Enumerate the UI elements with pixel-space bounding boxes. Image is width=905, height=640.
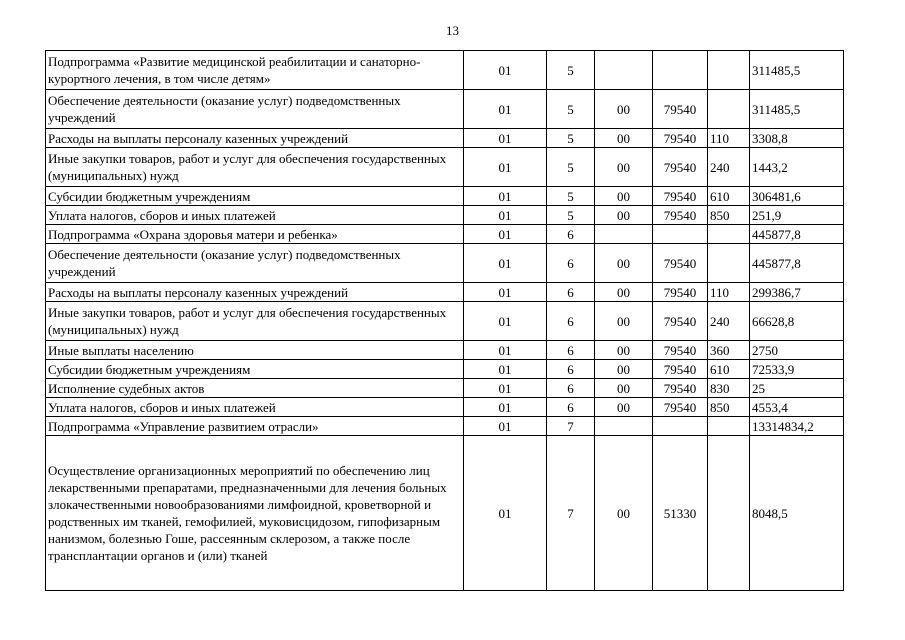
- row-code-2: 6: [547, 283, 595, 302]
- row-code-3: [595, 225, 653, 244]
- row-code-4: 79540: [653, 360, 708, 379]
- row-code-4: [653, 51, 708, 90]
- row-code-3: 00: [595, 283, 653, 302]
- row-code-4: 79540: [653, 148, 708, 187]
- row-code-5: 110: [708, 129, 750, 148]
- row-code-4: 79540: [653, 206, 708, 225]
- row-code-3: 00: [595, 244, 653, 283]
- table-row: [46, 206, 844, 225]
- row-code-3: 00: [595, 206, 653, 225]
- row-amount: 299386,7: [750, 283, 844, 302]
- row-description: Уплата налогов, сборов и иных платежей: [46, 398, 464, 417]
- row-amount: 3308,8: [750, 129, 844, 148]
- row-amount: 1443,2: [750, 148, 844, 187]
- row-code-5: [708, 51, 750, 90]
- row-code-2: 5: [547, 206, 595, 225]
- row-code-4: 79540: [653, 341, 708, 360]
- row-code-3: 00: [595, 148, 653, 187]
- row-code-1: 01: [464, 244, 547, 283]
- row-code-1: 01: [464, 379, 547, 398]
- row-code-1: 01: [464, 360, 547, 379]
- row-code-5: 110: [708, 283, 750, 302]
- row-amount: 4553,4: [750, 398, 844, 417]
- row-amount: 445877,8: [750, 225, 844, 244]
- row-code-4: 79540: [653, 129, 708, 148]
- row-description: Обеспечение деятельности (оказание услуг) подведомственных учреждений: [46, 244, 464, 283]
- row-code-5: 610: [708, 360, 750, 379]
- row-code-5: [708, 244, 750, 283]
- row-amount: 66628,8: [750, 302, 844, 341]
- row-code-1: 01: [464, 398, 547, 417]
- row-amount: 311485,5: [750, 90, 844, 129]
- row-code-4: 51330: [653, 436, 708, 591]
- row-amount: 311485,5: [750, 51, 844, 90]
- row-amount: 13314834,2: [750, 417, 844, 436]
- row-code-2: 6: [547, 244, 595, 283]
- row-description: Иные закупки товаров, работ и услуг для обеспечения государственных (муниципальных) нужд: [46, 302, 464, 341]
- row-code-5: [708, 90, 750, 129]
- row-code-5: 240: [708, 148, 750, 187]
- row-code-4: 79540: [653, 398, 708, 417]
- row-code-3: 00: [595, 129, 653, 148]
- row-code-2: 5: [547, 90, 595, 129]
- table-row: [46, 417, 844, 436]
- row-code-5: 240: [708, 302, 750, 341]
- row-amount: 2750: [750, 341, 844, 360]
- row-code-5: 360: [708, 341, 750, 360]
- table-row: [46, 90, 844, 129]
- row-code-4: [653, 417, 708, 436]
- row-description: Расходы на выплаты персоналу казенных учреждений: [46, 129, 464, 148]
- table-row: [46, 283, 844, 302]
- row-code-2: 7: [547, 417, 595, 436]
- row-code-1: 01: [464, 129, 547, 148]
- budget-table: [45, 50, 844, 591]
- row-code-3: 00: [595, 302, 653, 341]
- row-code-2: 6: [547, 379, 595, 398]
- row-amount: 72533,9: [750, 360, 844, 379]
- row-code-2: 6: [547, 225, 595, 244]
- row-code-2: 6: [547, 302, 595, 341]
- row-code-2: 7: [547, 436, 595, 591]
- row-description: Подпрограмма «Развитие медицинской реабилитации и санаторно-курортного лечения, в том числе детям»: [46, 51, 464, 90]
- row-code-1: 01: [464, 51, 547, 90]
- row-code-5: 850: [708, 206, 750, 225]
- row-amount: 306481,6: [750, 187, 844, 206]
- row-code-3: 00: [595, 90, 653, 129]
- row-description: Иные закупки товаров, работ и услуг для обеспечения государственных (муниципальных) нужд: [46, 148, 464, 187]
- row-code-3: [595, 51, 653, 90]
- table-row: [46, 360, 844, 379]
- table-row: [46, 51, 844, 90]
- row-code-4: 79540: [653, 187, 708, 206]
- row-code-2: 6: [547, 398, 595, 417]
- row-code-1: 01: [464, 302, 547, 341]
- table-row: [46, 244, 844, 283]
- row-code-3: 00: [595, 187, 653, 206]
- row-description: Иные выплаты населению: [46, 341, 464, 360]
- row-description: Исполнение судебных актов: [46, 379, 464, 398]
- row-code-1: 01: [464, 225, 547, 244]
- row-code-3: 00: [595, 341, 653, 360]
- row-code-5: 850: [708, 398, 750, 417]
- row-code-1: 01: [464, 283, 547, 302]
- row-code-2: 6: [547, 341, 595, 360]
- table-row: [46, 341, 844, 360]
- row-code-4: [653, 225, 708, 244]
- table-row: [46, 187, 844, 206]
- row-amount: 8048,5: [750, 436, 844, 591]
- row-code-1: 01: [464, 148, 547, 187]
- row-description: Осуществление организационных мероприятий по обеспечению лиц лекарственными препаратами, предназначенными для лечения больных злокачественными новообразованиями лимфоидной, кроветворной и родственных им тканей, гемофилией, муковисцидозом, гипофизарным нанизмом, болезнью Гоше, рассеянным склерозом, а также после трансплантации органов и (или) тканей: [46, 436, 464, 591]
- table-row: [46, 225, 844, 244]
- row-code-3: 00: [595, 360, 653, 379]
- table-row: [46, 379, 844, 398]
- row-code-5: [708, 436, 750, 591]
- row-code-3: 00: [595, 398, 653, 417]
- row-code-5: 610: [708, 187, 750, 206]
- row-code-4: 79540: [653, 90, 708, 129]
- row-amount: 251,9: [750, 206, 844, 225]
- row-code-1: 01: [464, 341, 547, 360]
- row-description: Субсидии бюджетным учреждениям: [46, 187, 464, 206]
- row-code-5: [708, 417, 750, 436]
- row-code-2: 5: [547, 187, 595, 206]
- row-description: Обеспечение деятельности (оказание услуг) подведомственных учреждений: [46, 90, 464, 129]
- row-code-4: 79540: [653, 283, 708, 302]
- row-code-4: 79540: [653, 379, 708, 398]
- row-code-4: 79540: [653, 244, 708, 283]
- table-row: [46, 436, 844, 591]
- row-code-5: 830: [708, 379, 750, 398]
- row-code-4: 79540: [653, 302, 708, 341]
- row-code-2: 6: [547, 360, 595, 379]
- row-code-3: 00: [595, 436, 653, 591]
- row-amount: 445877,8: [750, 244, 844, 283]
- row-code-1: 01: [464, 417, 547, 436]
- row-code-2: 5: [547, 148, 595, 187]
- row-code-1: 01: [464, 90, 547, 129]
- row-description: Подпрограмма «Управление развитием отрасли»: [46, 417, 464, 436]
- table-row: [46, 148, 844, 187]
- page-number: 13: [446, 23, 459, 38]
- row-code-3: 00: [595, 379, 653, 398]
- row-code-2: 5: [547, 129, 595, 148]
- row-code-2: 5: [547, 51, 595, 90]
- row-code-1: 01: [464, 436, 547, 591]
- table-row: [46, 129, 844, 148]
- row-description: Подпрограмма «Охрана здоровья матери и ребенка»: [46, 225, 464, 244]
- row-code-1: 01: [464, 206, 547, 225]
- row-code-5: [708, 225, 750, 244]
- row-amount: 25: [750, 379, 844, 398]
- row-code-3: [595, 417, 653, 436]
- row-description: Уплата налогов, сборов и иных платежей: [46, 206, 464, 225]
- row-description: Субсидии бюджетным учреждениям: [46, 360, 464, 379]
- table-row: [46, 398, 844, 417]
- row-code-1: 01: [464, 187, 547, 206]
- row-description: Расходы на выплаты персоналу казенных учреждений: [46, 283, 464, 302]
- table-row: [46, 302, 844, 341]
